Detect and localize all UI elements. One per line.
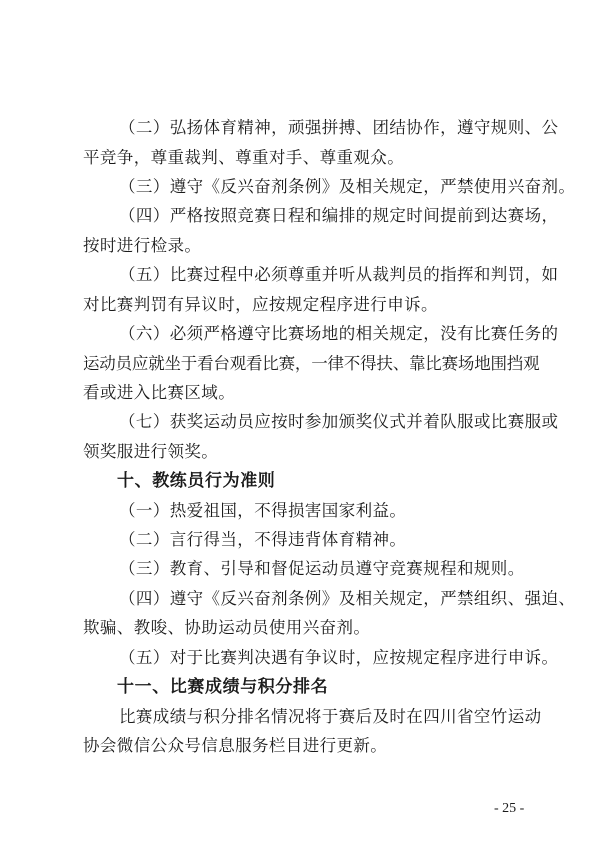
paragraph-line: 按时进行检录。 [83, 236, 202, 255]
paragraph-line: （四）严格按照竞赛日程和编排的规定时间提前到达赛场， [119, 206, 559, 225]
paragraph-line: 比赛成绩与积分排名情况将于赛后及时在四川省空竹运动 [119, 707, 542, 726]
paragraph-line: （一）热爱祖国，不得损害国家利益。 [119, 501, 407, 520]
paragraph-line: 欺骗、教唆、协助运动员使用兴奋剂。 [83, 618, 371, 637]
paragraph-line: 运动员应就坐于看台观看比赛，一律不得扶、靠比赛场地围挡观 [83, 354, 540, 373]
paragraph-line: 看或进入比赛区域。 [83, 383, 236, 402]
paragraph-line: （六）必须严格遵守比赛场地的相关规定，没有比赛任务的 [119, 324, 559, 343]
paragraph-line: 领奖服进行领奖。 [83, 442, 219, 461]
paragraph-line: 平竞争，尊重裁判、尊重对手、尊重观众。 [83, 148, 405, 167]
page-number: - 25 - [494, 801, 525, 816]
paragraph-line: （二）言行得当，不得违背体育精神。 [119, 530, 407, 549]
paragraph-line: （三）遵守《反兴奋剂条例》及相关规定，严禁使用兴奋剂。 [119, 177, 576, 196]
paragraph-line: （五）比赛过程中必须尊重并听从裁判员的指挥和判罚，如 [119, 265, 559, 284]
paragraph-line: （五）对于比赛判决遇有争议时，应按规定程序进行申诉。 [119, 648, 559, 667]
section-heading: 十一、比赛成绩与积分排名 [117, 677, 329, 697]
paragraph-line: 对比赛判罚有异议时，应按规定程序进行申诉。 [83, 295, 438, 314]
paragraph-line: （三）教育、引导和督促运动员遵守竞赛规程和规则。 [119, 559, 525, 578]
paragraph-line: 协会微信公众号信息服务栏目进行更新。 [83, 736, 388, 755]
paragraph-line: （二）弘扬体育精神，顽强拼搏、团结协作，遵守规则、公 [119, 118, 559, 137]
section-heading: 十、教练员行为准则 [117, 471, 276, 491]
paragraph-line: （四）遵守《反兴奋剂条例》及相关规定，严禁组织、强迫、 [119, 589, 576, 608]
paragraph-line: （七）获奖运动员应按时参加颁奖仪式并着队服或比赛服或 [119, 412, 559, 431]
